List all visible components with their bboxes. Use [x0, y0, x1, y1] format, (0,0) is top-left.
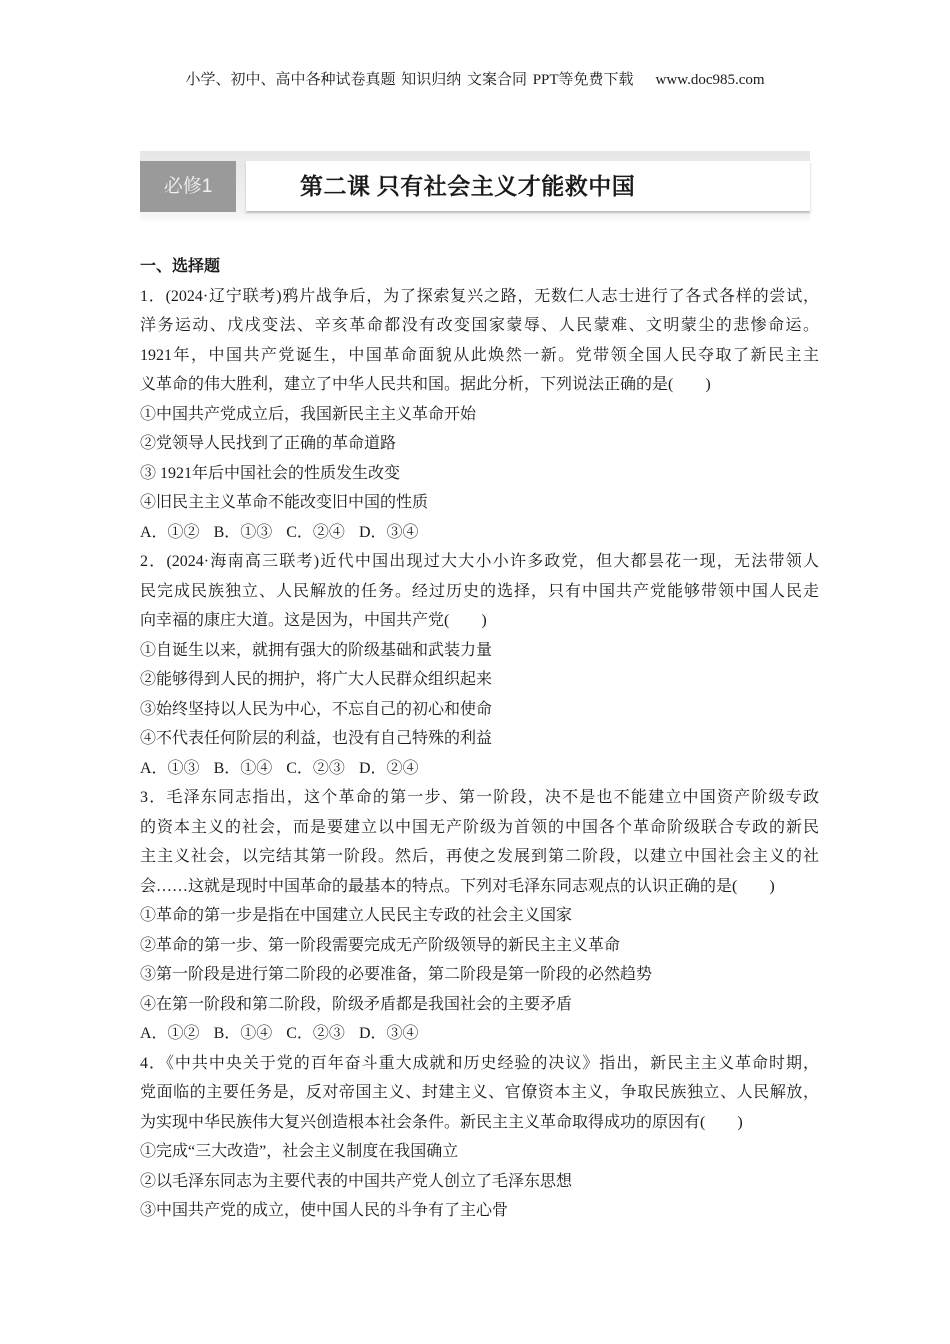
question-option: ①自诞生以来，就拥有强大的阶级基础和武装力量 — [140, 641, 493, 659]
question-stem-line: 洋务运动、戊戌变法、辛亥革命都没有改变国家蒙辱、人民蒙难、文明蒙尘的悲惨命运。 — [140, 317, 819, 334]
question-option: ③中国共产党的成立，使中国人民的斗争有了主心骨 — [140, 1202, 509, 1219]
answer-choices — [140, 754, 819, 784]
question-option: ①革命的第一步是指在中国建立人民民主专政的社会主义国家 — [140, 907, 573, 924]
question-stem-line: 为实现中华民族伟大复兴创造根本社会条件。新民主主义革命取得成功的原因有( ) — [140, 1113, 743, 1131]
question-option: ④旧民主主义革命不能改变旧中国的性质 — [140, 494, 429, 511]
question-stem-line: 2．(2024·海南高三联考)近代中国出现过大大小小许多政党，但大都昙花一现，无法带领人 — [140, 553, 819, 570]
question-stem-line: 的资本主义的社会，而是要建立以中国无产阶级为首领的中国各个革命阶级联合专政的新民 — [140, 818, 819, 836]
question-stem-line: 3．毛泽东同志指出，这个革命的第一步、第一阶段，决不是也不能建立中国资产阶级专政 — [140, 789, 819, 806]
answer-choice: C．②③ — [286, 1025, 345, 1042]
question-option: ④在第一阶段和第二阶段，阶级矛盾都是我国社会的主要矛盾 — [140, 995, 573, 1013]
page-header — [0, 68, 950, 89]
question-stem-line: 向幸福的康庄大道。这是因为，中国共产党( ) — [140, 612, 487, 629]
question-option: ②党领导人民找到了正确的革命道路 — [140, 435, 397, 452]
answer-choice: D．②④ — [358, 759, 419, 777]
question-option: ②以毛泽东同志为主要代表的中国共产党人创立了毛泽东思想 — [140, 1172, 573, 1190]
question-stem-line: 民完成民族独立、人民解放的任务。经过历史的选择，只有中国共产党能够带领中国人民走 — [140, 582, 819, 600]
answer-choice: A．①② — [140, 523, 200, 541]
answer-choice: D．③④ — [358, 1025, 419, 1042]
question-stem-line: 义革命的伟大胜利，建立了中华人民共和国。据此分析，下列说法正确的是( ) — [140, 376, 711, 393]
question-stem-line: 主主义社会，以完结其第一阶段。然后，再使之发展到第二阶段，以建立中国社会主义的社 — [140, 848, 819, 865]
question-option: ①完成“三大改造”，社会主义制度在我国确立 — [140, 1143, 459, 1160]
question-option: ③第一阶段是进行第二阶段的必要准备，第二阶段是第一阶段的必然趋势 — [140, 966, 653, 983]
module-tag: 必修1 — [140, 161, 236, 212]
answer-choices — [140, 518, 819, 548]
question-option: ①中国共产党成立后，我国新民主主义革命开始 — [140, 405, 477, 423]
answer-choice: C．②④ — [286, 523, 345, 541]
question-stem-line: 1．(2024·辽宁联考)鸦片战争后，为了探索复兴之路，无数仁人志士进行了各式各样的尝试， — [140, 287, 819, 305]
answer-choices — [140, 1019, 819, 1049]
question-option: ③ 1921年后中国社会的性质发生改变 — [140, 464, 401, 482]
question-stem-line: 1921年，中国共产党诞生，中国革命面貌从此焕然一新。党带领全国人民夺取了新民主主 — [140, 346, 819, 364]
question-option: ③始终坚持以人民为中心，不忘自己的初心和使命 — [140, 700, 493, 718]
answer-choice: B．①④ — [213, 1025, 273, 1042]
answer-choice: A．①② — [140, 1025, 200, 1042]
answer-choice: A．①③ — [140, 759, 200, 777]
question-option: ②能够得到人民的拥护，将广大人民群众组织起来 — [140, 671, 493, 688]
header-text: 小学、初中、高中各种试卷真题 知识归纳 文案合同 PPT等免费下载 — [185, 72, 634, 88]
lesson-title: 第二课 只有社会主义才能救中国 — [300, 174, 636, 199]
question-option: ②革命的第一步、第一阶段需要完成无产阶级领导的新民主主义革命 — [140, 936, 621, 954]
question-content — [140, 252, 819, 1226]
question-stem-line: 4．《中共中央关于党的百年奋斗重大成就和历史经验的决议》指出，新民主主义革命时期， — [140, 1054, 819, 1072]
answer-choice: B．①③ — [213, 523, 273, 541]
answer-choice: D．③④ — [358, 523, 419, 541]
answer-choice: B．①④ — [213, 759, 273, 777]
header-url[interactable]: www.doc985.com — [655, 72, 765, 88]
answer-choice: C．②③ — [286, 759, 345, 777]
question-stem-line: 党面临的主要任务是，反对帝国主义、封建主义、官僚资本主义，争取民族独立、人民解放， — [140, 1084, 819, 1101]
section-title: 一、选择题 — [140, 258, 221, 275]
title-box — [246, 161, 810, 211]
question-stem-line: 会……这就是现时中国革命的最基本的特点。下列对毛泽东同志观点的认识正确的是( ) — [140, 877, 775, 895]
question-option: ④不代表任何阶层的利益，也没有自己特殊的利益 — [140, 730, 493, 747]
